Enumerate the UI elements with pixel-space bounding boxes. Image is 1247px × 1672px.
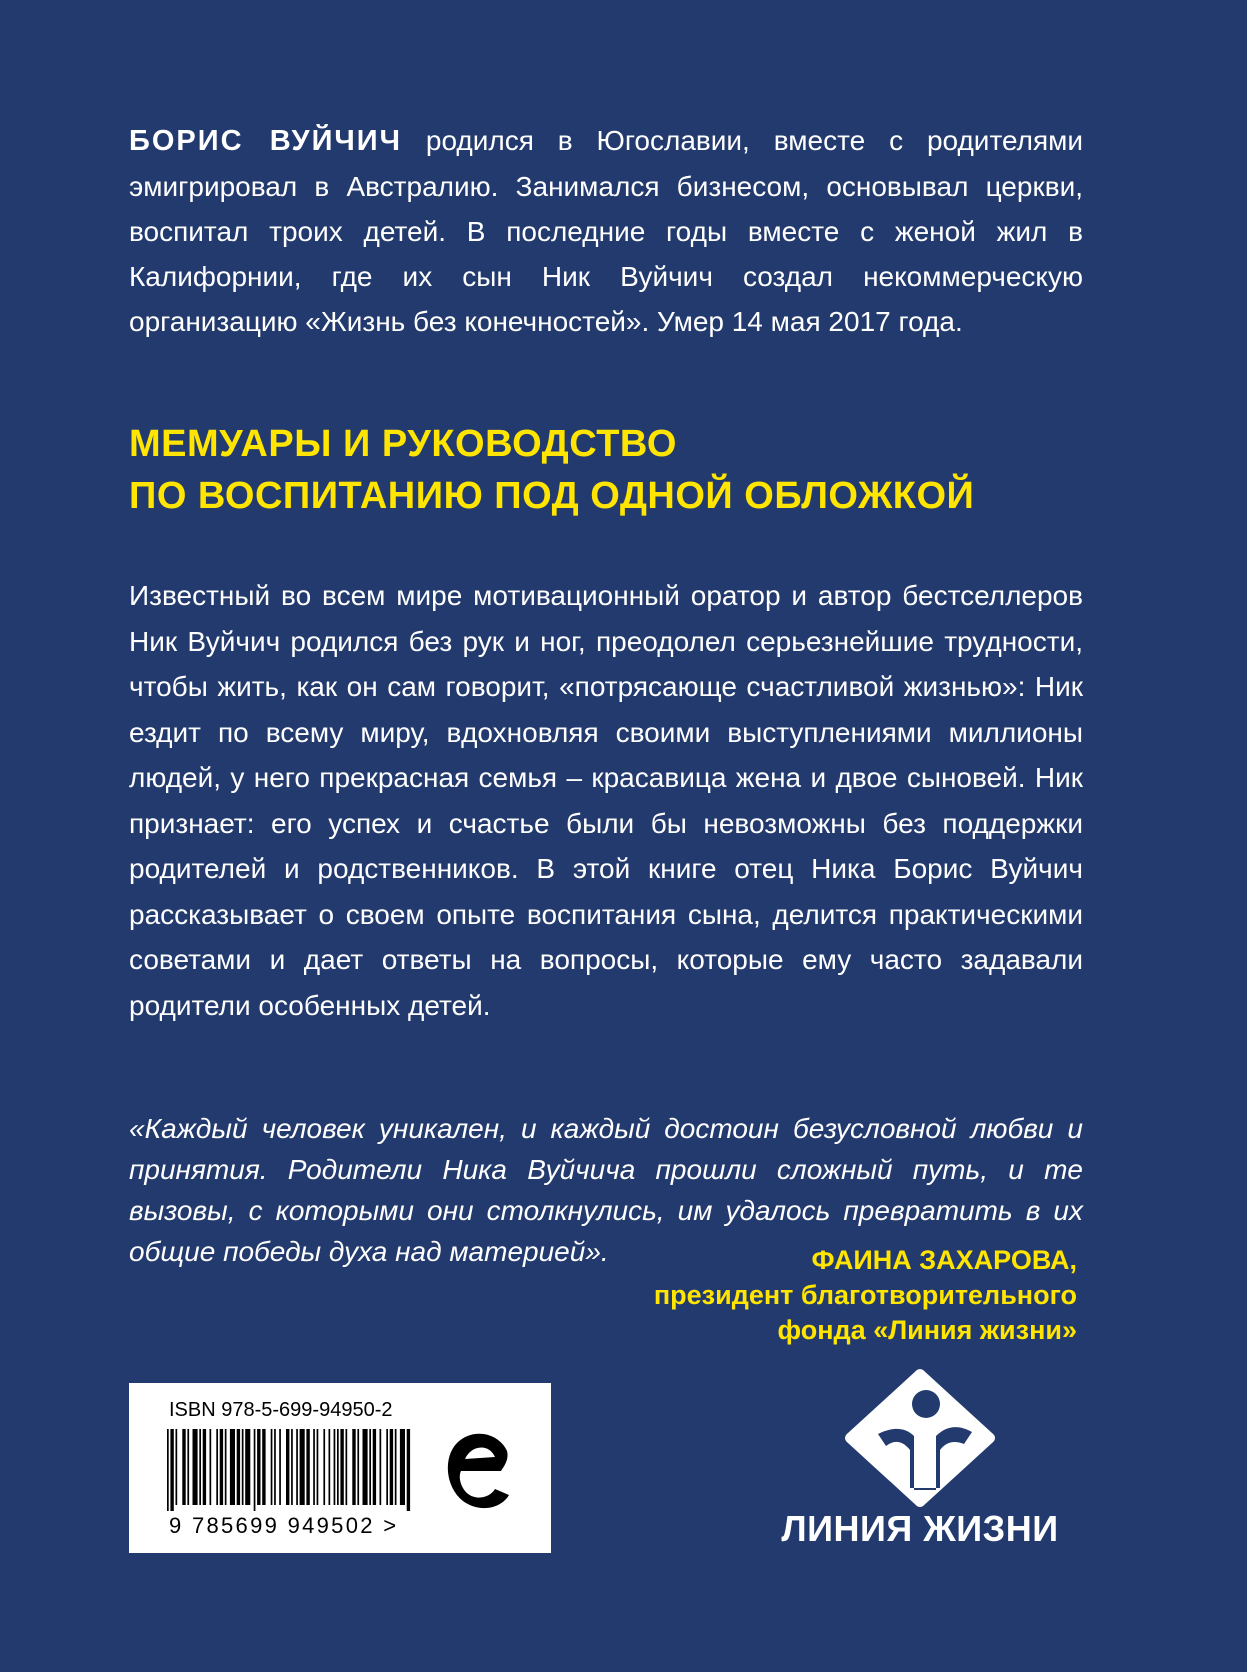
barcode-digits: 9 785699 949502 >: [169, 1513, 399, 1538]
quote-attribution: [654, 1243, 1077, 1348]
endorsement-quote: «Каждый человек уникален, и каждый достоин безусловной любви и принятия. Родители Ника Вуйчича прошли сложный путь, и те вызовы, с которыми они столкнулись, им удалось превратить в их общие победы духа над материей».: [129, 1113, 1083, 1267]
barcode-panel: [129, 1383, 551, 1553]
barcode-icon: [163, 1429, 413, 1511]
author-name: БОРИС ВУЙЧИЧ: [129, 125, 403, 157]
attribution-title-line-1: президент благотворительного: [653, 1280, 1077, 1310]
author-bio-text: родился в Югославии, вместе с родителями эмигрировал в Австралию. Занимался бизнесом, основывал церкви, воспитал троих детей. В последние годы вместе с женой жил в Калифорнии, где их сын Ник Вуйчич создал некоммерческую организацию «Жизнь без конечностей». Умер 14 мая 2017 года.: [129, 125, 1083, 337]
headline-line-2: ПО ВОСПИТАНИЮ ПОД ОДНОЙ ОБЛОЖКОЙ: [129, 475, 975, 517]
foundation-name: ЛИНИЯ ЖИЗНИ: [781, 1508, 1059, 1549]
headline-line-1: МЕМУАРЫ И РУКОВОДСТВО: [129, 423, 677, 465]
attribution-title-line-2: фонда «Линия жизни»: [777, 1315, 1077, 1345]
book-description: Известный во всем мире мотивационный оратор и автор бестселлеров Ник Вуйчич родился без рук и ног, преодолел серьезнейшие трудности, чтобы жить, как он сам говорит, «потрясающе счастливой жизнью»: Ник ездит по всему миру, вдохновляя своими выступлениями миллионы людей, у него прекрасная семья – красавица жена и двое сыновей. Ник признает: его успех и счастье были бы невозможны без поддержки родителей и родственников. В этой книге отец Ника Борис Вуйчич рассказывает о своем опыте воспитания сына, делится практическими советами и дает ответы на вопросы, которые ему часто задавали родители особенных детей.: [129, 580, 1083, 1021]
eksmo-logo-icon: [439, 1421, 519, 1521]
author-bio: [129, 118, 1083, 344]
attribution-name: ФАИНА ЗАХАРОВА,: [811, 1245, 1077, 1275]
person-in-diamond-icon: [840, 1368, 1000, 1508]
headline: [129, 418, 1083, 522]
isbn-label: ISBN 978-5-699-94950-2: [169, 1399, 393, 1421]
